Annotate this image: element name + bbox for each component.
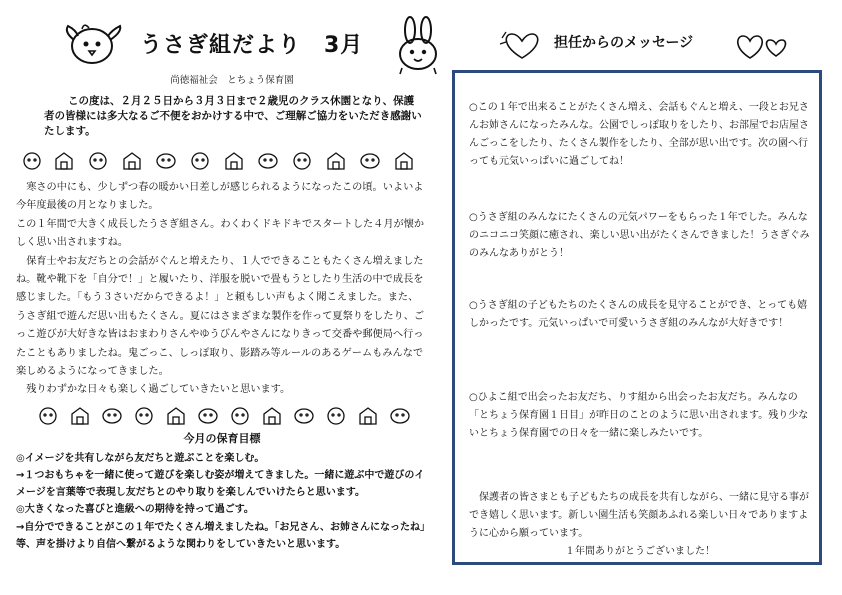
thanks-text: １年間ありがとうございました！ bbox=[565, 546, 715, 557]
body-paragraph: この１年間で大きく成長したうさぎ組さん。わくわくドキドキでスタートした４月が懐かしく思い出されますね。 bbox=[16, 218, 425, 249]
message-column bbox=[452, 14, 830, 557]
body-paragraph: 保育士やお友だちとの会話がぐんと増えたり、１人でできることもたくさん増えましたね。靴や靴下を「自分で！」と履いたり、洋服を脱いで畳もうとしたり生活の中で成長を感じました。「もう３さいだからできるよ！」と頼もしい声もよく聞こえました。また、うさぎ組で遊んだ思い出もたくさん。夏にはさまざまな製作を作って夏祭りをしたり、ごっこ遊びが大好きな皆はおまわりさんやゆうびんやさんになりきって交番や郵便局へ行ったこともありましたね。鬼ごっこ、しっぽ取り、影踏み等ルールのあるゲームもみんなで楽しめるようになってきました。 bbox=[16, 255, 425, 378]
bunny-icon bbox=[390, 16, 446, 76]
intro-paragraph: この度は、２月２５日から３月３日まで２歳児のクラス休園となり、保護者の皆様には多大なるご不便をおかけする中で、ご理解ご協力をいただき感謝いたします。 bbox=[44, 95, 422, 137]
goal-item: →１つおもちゃを一緒に使って遊びを楽しむ姿が増えてきました。一緒に遊ぶ中で遊びのイメージを言葉等で表現し友だちとのやり取りを楽しんでいけたらと思います。 bbox=[16, 470, 425, 499]
message-paragraph: ○この１年で出来ることがたくさん増え、会話もぐんと増え、一段とお兄さんお姉さんになったみんな。公園でしっぽ取りをしたり、お部屋でお店屋さんごっこをしたり、たくさん製作をしたり、全部が思い出です。次の園へ行っても元気いっぱいに過ごしてね！ bbox=[469, 102, 809, 167]
message-title: 担任からのメッセージ bbox=[554, 35, 694, 51]
closing-text: 保護者の皆さまとも子どもたちの成長を共有しながら、一緒に見守る事ができ嬉しく思います。新しい園生活も笑顔あふれる楽しい日々でありますように心から願っています。 bbox=[469, 492, 809, 539]
closing-paragraph bbox=[469, 489, 811, 561]
message-paragraph: ○うさぎ組の子どもたちのたくさんの成長を見守ることができ、とっても嬉しかったです。元気いっぱいで可愛いうさぎ組のみんなが大好きです！ bbox=[469, 300, 808, 329]
goal-item: →自分でできることがこの１年でたくさん増えましたね。「お兄さん、お姉さんになったね」等、声を掛けより自信へ繋がるような関わりをしていきたいと思います。 bbox=[16, 521, 425, 550]
newsletter-title: うさぎ組だより 3月 bbox=[140, 33, 364, 58]
goal-item: ◎大きくなった喜びと進級への期待を持って過ごす。 bbox=[16, 504, 254, 516]
goal-item: ◎イメージを共有しながら友だちと遊ぶことを楽しむ。 bbox=[16, 452, 265, 464]
message-header bbox=[452, 14, 830, 64]
body-paragraph: 残りわずかな日々も楽しく過ごしていきたいと思います。 bbox=[26, 384, 291, 396]
heart-icon bbox=[732, 28, 792, 62]
message-box bbox=[452, 70, 822, 565]
organization-name: 尚徳福祉会 とちょう保育園 bbox=[170, 75, 294, 86]
newsletter-column bbox=[12, 14, 432, 553]
decoration-strip-icons bbox=[18, 404, 428, 428]
title-row bbox=[12, 14, 432, 70]
message-paragraph: ○ひよこ組で出会ったお友だち、りす組から出会ったお友だち。みんなの「とちょう保育園１日目」が昨日のことのように思い出されます。残り少ないとちょう保育園での日々を一緒に楽しみたいです。 bbox=[469, 392, 809, 439]
body-paragraph: 寒さの中にも、少しずつ春の暖かい日差しが感じられるようになったこの頃。いよいよ今年度最後の月となりました。 bbox=[16, 182, 424, 212]
message-paragraph: ○うさぎ組のみんなにたくさんの元気パワーをもらった１年でした。みんなのニコニコ笑顔に癒され、楽しい思い出がたくさんできました！うさぎぐみのみんなありがとう！ bbox=[469, 212, 810, 259]
decoration-strip bbox=[18, 404, 432, 428]
body-text bbox=[16, 179, 428, 400]
chick-icon bbox=[62, 20, 126, 68]
decoration-strip bbox=[18, 149, 432, 173]
decoration-strip-icons bbox=[18, 149, 428, 173]
heart-icon bbox=[498, 28, 548, 62]
goal-list bbox=[16, 450, 428, 553]
goal-title: 今月の保育目標 bbox=[183, 431, 261, 445]
